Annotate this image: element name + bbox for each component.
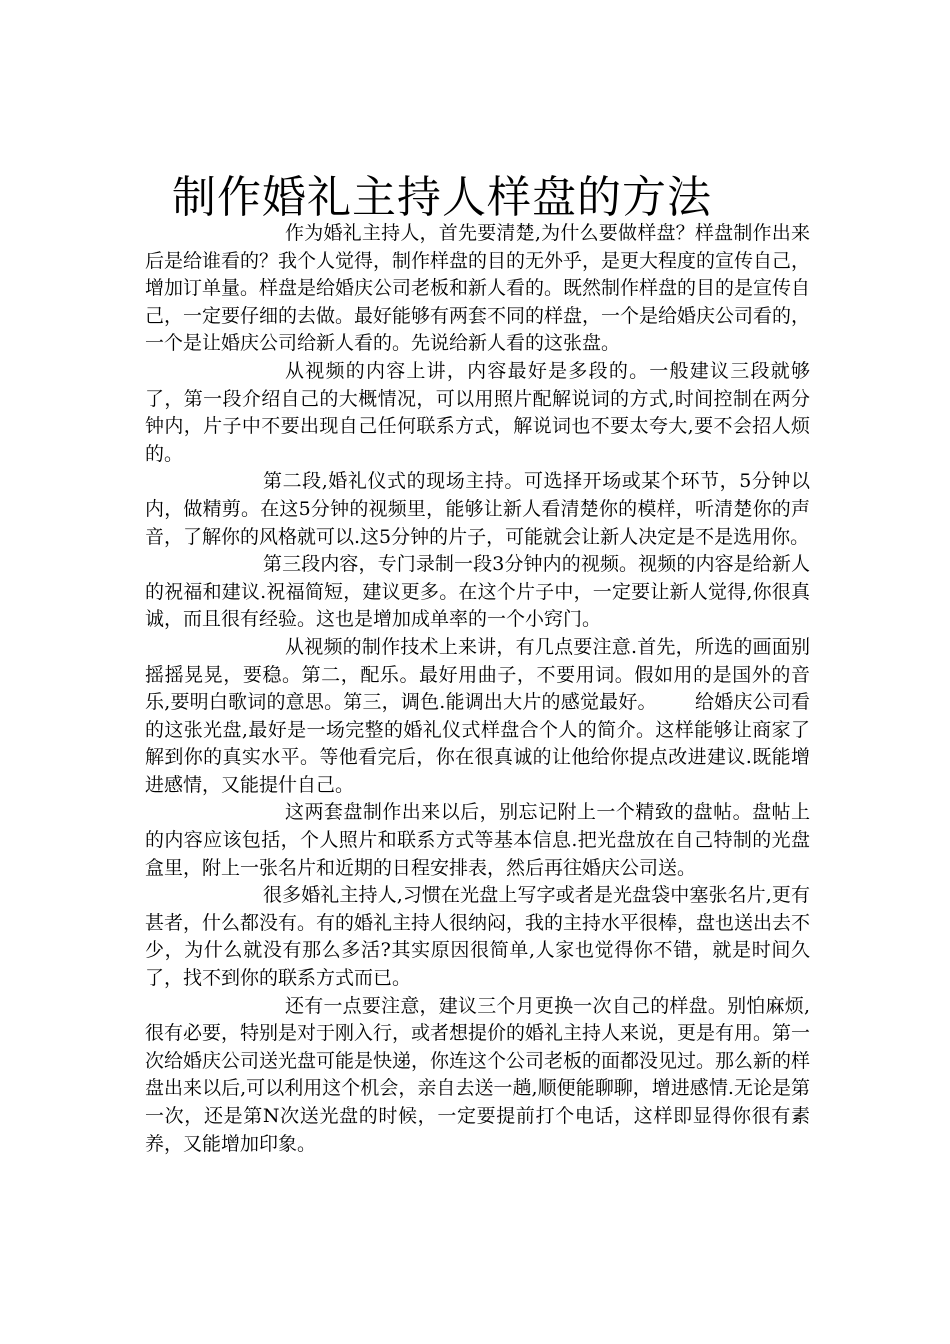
document-title: 制作婚礼主持人样盘的方法	[172, 172, 712, 223]
paragraph-disc-label: 这两套盘制作出来以后，别忘记附上一个精致的盘帖。盘帖上的内容应该包括，个人照片和联系方式等基本信息.把光盘放在自己特制的光盘盒里，附上一张名片和近期的日程安排表，然后再往婚庆公司送。	[145, 801, 810, 879]
paragraph-production-tech	[145, 634, 810, 800]
paragraph-production-tech-text: 从视频的制作技术上来讲，有几点要注意.首先，所选的画面别摇摇晃晃，要稳。第二，配乐。最好用曲子，不要用词。假如用的是国外的音乐,要明白歌词的意思。第三，调色.能调出大片的感觉最好。	[145, 635, 810, 714]
document-body	[145, 220, 810, 1158]
paragraph-update-sample: 还有一点要注意，建议三个月更换一次自己的样盘。别怕麻烦,很有必要，特别是对于刚入行，或者想提价的婚礼主持人来说，更是有用。第一次给婚庆公司送光盘可能是快递，你连这个公司老板的面都没见过。那么新的样盘出来以后,可以利用这个机会，亲自去送一趟,顺便能聊聊，增进感情.无论是第一次，还是第N次送光盘的时候，一定要提前打个电话，这样即显得你很有素养，又能增加印象。	[145, 994, 811, 1155]
paragraph-segment-three: 第三段内容，专门录制一段3分钟内的视频。视频的内容是给新人的祝福和建议.祝福简短，建议更多。在这个片子中，一定要让新人觉得,你很真诚，而且很有经验。这也是增加成单率的一个小窍门。	[145, 553, 810, 631]
paragraph-company-disc-text: 给婚庆公司看的这张光盘,最好是一场完整的婚礼仪式样盘合个人的简介。这样能够让商家了解到你的真实水平。等他看完后，你在很真诚的让他给你提点改进建议.既能增进感情，又能提什自己。	[145, 691, 810, 796]
paragraph-purpose: 作为婚礼主持人，首先要清楚,为什么要做样盘？样盘制作出来后是给谁看的？我个人觉得，制作样盘的目的无外乎，是更大程度的宣传自己，增加订单量。样盘是给婚庆公司老板和新人看的。既然制作样盘的目的是宣传自己，一定要仔细的去做。最好能够有两套不同的样盘，一个是给婚庆公司看的，一个是让婚庆公司给新人看的。先说给新人看的这张盘。	[145, 222, 811, 355]
paragraph-segment-two: 第二段,婚礼仪式的现场主持。可选择开场或某个环节，5分钟以内，做精剪。在这5分钟的视频里，能够让新人看清楚你的模样，听清楚你的声音，了解你的风格就可以.这5分钟的片子，可能就会让新人决定是不是选用你。	[145, 470, 810, 548]
paragraph-video-content: 从视频的内容上讲，内容最好是多段的。一般建议三段就够了，第一段介绍自己的大概情况，可以用照片配解说词的方式,时间控制在两分钟内，片子中不要出现自己任何联系方式，解说词也不要太夸大,要不会招人烦的。	[145, 359, 810, 465]
paragraph-contact-info: 很多婚礼主持人,习惯在光盘上写字或者是光盘袋中塞张名片,更有甚者，什么都没有。有的婚礼主持人很纳闷，我的主持水平很棒，盘也送出去不少，为什么就没有那么多活?其实原因很简单,人家也觉得你不错，就是时间久了，找不到你的联系方式而已。	[145, 884, 811, 990]
